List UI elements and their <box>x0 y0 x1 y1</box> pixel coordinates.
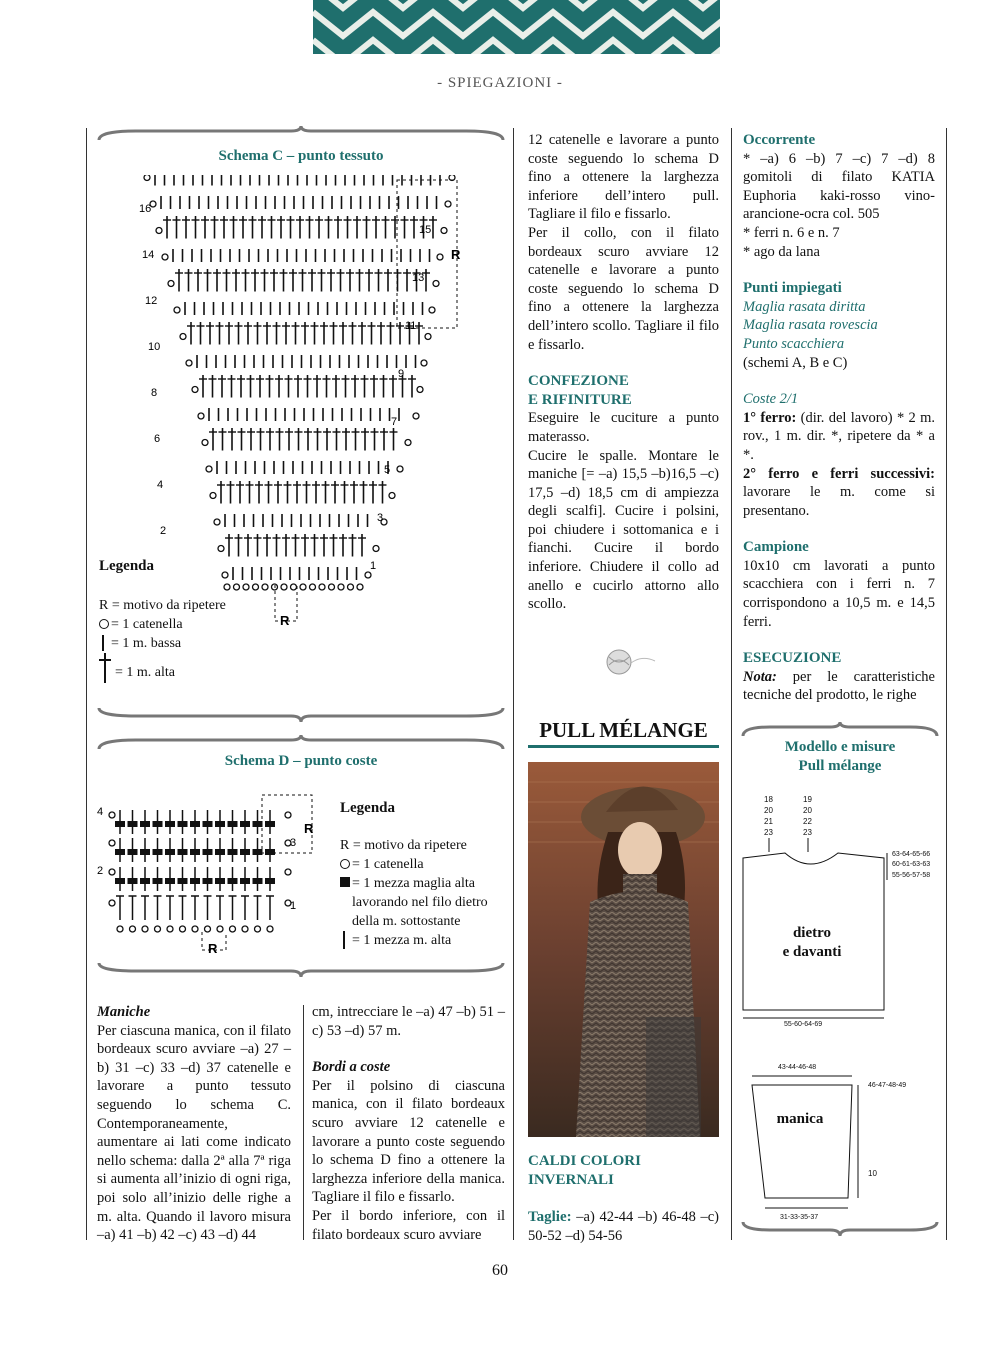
back-loop-stitch <box>128 821 138 827</box>
col4-text <box>743 131 935 705</box>
chain-stitch <box>243 584 249 590</box>
occorrente-title: Occorrente <box>743 132 816 148</box>
taglie <box>528 1208 719 1245</box>
confezione-text-2: Cucire le spalle. Montare le maniche [= –a) 15,5 –b)16,5 –c) 17,5 –d) 18,5 cm di ampiezza degli scalfi]. Cucire i polsini, poi chiudere i sottomanica e i fianchi. Cucire il bordo inferiore. Chiudere il collo ad anello e cucirlo attorno allo scollo. <box>528 447 719 613</box>
row-number: 12 <box>145 295 158 307</box>
size-num: 20 <box>803 806 812 815</box>
chain-stitch <box>255 926 261 932</box>
row-number: 16 <box>139 203 152 215</box>
schema-d-diagram <box>92 790 327 965</box>
back-loop-stitch <box>165 849 175 855</box>
chain-stitch <box>397 466 403 472</box>
chain-stitch <box>206 466 212 472</box>
nota-label: Nota: <box>743 668 777 685</box>
occorrente-item-1: * –a) 6 –b) 7 –c) 7 –d) 8 gomitoli di filato KATIA Euphoria kaki-rosso vino-arancione-ocra col. 505 <box>743 150 935 223</box>
row-number: 3 <box>377 512 384 524</box>
confezione-title-2: E RIFINITURE <box>528 391 632 408</box>
back-loop-stitch <box>215 878 225 884</box>
back-loop-stitch <box>165 878 175 884</box>
chain-stitch <box>109 869 115 875</box>
back-loop-stitch <box>228 849 238 855</box>
pull-title: PULL MÉLANGE <box>539 718 708 742</box>
back-loop-stitch <box>178 849 188 855</box>
back-loop-stitch <box>265 878 275 884</box>
back-loop-stitch <box>203 878 213 884</box>
chain-icon <box>99 619 109 629</box>
double-crochet-icon <box>104 653 106 683</box>
back-loop-stitch <box>240 849 250 855</box>
taglie-label: Taglie: <box>528 1209 572 1225</box>
campione-text: 10x10 cm lavorati a punto scacchiera con i ferri n. 7 corrispondono a 10,5 m. e 14,5 ferri. <box>743 557 935 630</box>
size-num: 22 <box>803 817 812 826</box>
size-num: 60-61-63-63 <box>892 861 931 868</box>
back-loop-stitch <box>153 821 163 827</box>
row-number: 6 <box>154 433 161 445</box>
coste-title: Coste 2/1 <box>743 391 799 408</box>
chain-stitch <box>168 281 174 287</box>
chain-stitch <box>222 572 228 578</box>
size-num: 21 <box>764 817 773 826</box>
column-rule <box>731 128 732 1240</box>
size-num: 43-44-46-48 <box>778 1064 817 1071</box>
schema-c-legend-title: Legenda <box>99 558 155 574</box>
size-num: 31-33-35-37 <box>780 1214 819 1221</box>
chain-stitch <box>348 584 354 590</box>
chain-stitch <box>130 926 136 932</box>
size-num: 46-47-48-49 <box>868 1082 907 1089</box>
back-loop-stitch <box>253 878 263 884</box>
back-loop-stitch <box>153 878 163 884</box>
schema-c-diagram <box>135 175 475 635</box>
chain-stitch <box>198 413 204 419</box>
size-num: 55-60-64-69 <box>784 1021 823 1028</box>
legend-item-back-loop: = 1 mezza maglia alta lavorando nel filo dietro della m. sottostante <box>352 876 488 929</box>
chain-stitch <box>156 228 162 234</box>
punti-title: Punti impiegati <box>743 280 842 297</box>
chain-stitch <box>285 812 291 818</box>
chain-stitch <box>180 334 186 340</box>
maniche-title: Maniche <box>97 1004 151 1020</box>
modello-title-2: Pull mélange <box>798 758 882 774</box>
back-loop-hdc-icon <box>340 877 350 887</box>
size-diagram <box>740 790 940 1230</box>
chain-stitch <box>405 440 411 446</box>
row-number: 1 <box>290 900 297 912</box>
chain-stitch <box>202 440 208 446</box>
bordi-section <box>312 1003 505 1244</box>
size-num: 23 <box>764 828 773 837</box>
back-loop-stitch <box>240 878 250 884</box>
schema-c-legend <box>99 596 226 682</box>
back-loop-stitch <box>215 821 225 827</box>
row-number: 4 <box>157 479 164 491</box>
modello-title <box>740 738 940 776</box>
chain-stitch <box>429 307 435 313</box>
back-loop-stitch <box>128 849 138 855</box>
chain-stitch <box>267 926 273 932</box>
size-num: 23 <box>803 828 812 837</box>
coste-row-1-label: 1° ferro: <box>743 409 797 426</box>
back-loop-stitch <box>153 849 163 855</box>
punti-item-3: Punto scacchiera <box>743 335 845 352</box>
chain-stitch <box>217 926 223 932</box>
chain-stitch <box>214 519 220 525</box>
single-crochet-icon <box>102 635 104 651</box>
chain-stitch <box>285 869 291 875</box>
chain-stitch <box>421 360 427 366</box>
back-loop-stitch <box>140 849 150 855</box>
row-number: 7 <box>391 416 398 428</box>
col3-text <box>528 131 719 614</box>
size-num: 19 <box>803 795 812 804</box>
chain-stitch <box>445 201 451 207</box>
back-loop-stitch <box>115 849 125 855</box>
coste-row-2-label: 2° ferro e ferri successivi: <box>743 465 935 482</box>
caldi-title-2: INVERNALI <box>528 1171 614 1188</box>
back-loop-stitch <box>178 878 188 884</box>
back-loop-stitch <box>190 849 200 855</box>
column-rule <box>86 128 87 1240</box>
repeat-label: R <box>280 613 290 628</box>
chain-stitch <box>230 926 236 932</box>
coste-row-2-text: lavorare le m. come si presentano. <box>743 484 935 519</box>
coste-row-2 <box>743 465 935 521</box>
punti-item-2: Maglia rasata rovescia <box>743 317 878 334</box>
row-number: 14 <box>142 249 155 261</box>
bordi-text-3: 12 catenelle e lavorare a punto coste seguendo lo schema D fino a ottenere la larghezza inferiore dell’intero pull. Tagliare il filo e fissarlo. <box>528 132 719 223</box>
chain-stitch <box>155 926 161 932</box>
chain-stitch <box>109 812 115 818</box>
chain-stitch <box>109 900 115 906</box>
modello-title-1: Modello e misure <box>784 739 896 755</box>
punti-item-4: (schemi A, B e C) <box>743 354 848 371</box>
repeat-label: R <box>304 821 314 836</box>
back-loop-stitch <box>265 821 275 827</box>
chain-stitch <box>413 413 419 419</box>
back-loop-stitch <box>203 849 213 855</box>
repeat-label: R <box>451 247 461 262</box>
schema-d-legend <box>340 836 505 950</box>
back-loop-stitch <box>228 821 238 827</box>
maniche-section <box>97 1003 291 1245</box>
chain-stitch <box>425 334 431 340</box>
campione-title: Campione <box>743 539 809 556</box>
chain-stitch <box>142 926 148 932</box>
bordi-title: Bordi a coste <box>312 1059 391 1076</box>
back-loop-stitch <box>253 821 263 827</box>
row-number: 15 <box>419 224 432 236</box>
back-loop-stitch <box>115 821 125 827</box>
chain-stitch <box>437 254 443 260</box>
title-rule <box>528 745 719 748</box>
chain-stitch <box>373 546 379 552</box>
hdc-icon <box>343 931 345 949</box>
legend-item-repeat: R = motivo da ripetere <box>340 838 467 853</box>
chain-stitch <box>389 493 395 499</box>
caldi-title <box>528 1152 719 1189</box>
back-loop-stitch <box>215 849 225 855</box>
chain-stitch <box>234 584 240 590</box>
legend-item-chain: = 1 catenella <box>111 617 183 632</box>
coste-row-1 <box>743 409 935 465</box>
chain-stitch <box>192 387 198 393</box>
chain-stitch <box>210 493 216 499</box>
chain-stitch <box>310 584 316 590</box>
yarn-ball-icon <box>597 647 657 677</box>
chain-stitch <box>319 584 325 590</box>
caldi-title-1: CALDI COLORI <box>528 1153 641 1169</box>
legend-item-chain: = 1 catenella <box>352 857 424 872</box>
schema-d-legend-title: Legenda <box>340 800 396 816</box>
chain-stitch <box>218 546 224 552</box>
legend-item-repeat: R = motivo da ripetere <box>99 598 226 613</box>
punti-item-1: Maglia rasata diritta <box>743 298 866 315</box>
row-number: 8 <box>151 387 158 399</box>
occorrente-item-3: * ago da lana <box>743 243 820 260</box>
chain-stitch <box>109 840 115 846</box>
chain-stitch <box>186 360 192 366</box>
legend-item-hdc: = 1 mezza m. alta <box>352 933 452 948</box>
occorrente-item-2: * ferri n. 6 e n. 7 <box>743 224 840 241</box>
column-rule <box>946 128 947 1240</box>
size-num: 20 <box>764 806 773 815</box>
esecuzione-title: ESECUZIONE <box>743 650 842 667</box>
chain-stitch <box>300 584 306 590</box>
chain-stitch <box>192 926 198 932</box>
back-loop-stitch <box>140 821 150 827</box>
body-label-1: dietro <box>792 925 832 941</box>
chain-stitch <box>174 307 180 313</box>
header-knit-pattern <box>313 0 720 54</box>
size-num: 10 <box>868 1169 877 1178</box>
chain-stitch <box>433 281 439 287</box>
back-loop-stitch <box>265 849 275 855</box>
chain-stitch <box>329 584 335 590</box>
back-loop-stitch <box>240 821 250 827</box>
repeat-label: R <box>208 941 218 956</box>
model-photo <box>528 762 719 1137</box>
chain-stitch <box>262 584 268 590</box>
page-number: 60 <box>492 1262 508 1279</box>
column-rule <box>513 128 514 1240</box>
back-loop-stitch <box>203 821 213 827</box>
bordi-text-1: Per il polsino di ciascuna manica, con il filato bordeaux scuro avviare 12 catenelle e lavorare a punto coste seguendo lo schema D fino a ottenere la larghezza inferiore della manica. Tagliare il filo e fissarlo. <box>312 1077 505 1206</box>
chain-stitch <box>162 254 168 260</box>
maniche-cont-text: cm, intrecciare le –a) 47 –b) 51 –c) 53 –d) 57 m. <box>312 1004 505 1039</box>
row-number: 13 <box>412 272 425 284</box>
maniche-text: Per ciascuna manica, con il filato bordeaux scuro avviare –a) 27 –b) 31 –c) 33 –d) 37 catenelle e lavorare a punto tessuto seguendo lo schema C. Contemporaneamente, aumentare ai lati come indicato nello schema: dalla 2ª alla 7ª riga si aumenta all’inizio di ogni riga, poi solo all’inizio delle righe a m. alta. Quando il lavoro misura –a) 41 –b) 42 –c) 43 –d) 44 <box>97 1022 291 1244</box>
back-loop-stitch <box>165 821 175 827</box>
size-num: 55-56-57-58 <box>892 872 931 879</box>
row-number: 2 <box>97 865 104 877</box>
chain-icon <box>340 859 350 869</box>
column-rule <box>303 1005 304 1240</box>
chain-stitch <box>441 228 447 234</box>
chain-stitch <box>224 584 230 590</box>
chain-stitch <box>180 926 186 932</box>
chain-stitch <box>144 175 150 181</box>
taglie-text: –a) 42-44 –b) 46-48 –c) 50-52 –d) 54-56 <box>528 1209 719 1244</box>
chain-stitch <box>242 926 248 932</box>
row-number: 11 <box>405 320 417 332</box>
chain-stitch <box>365 572 371 578</box>
row-number: 1 <box>370 560 377 572</box>
chain-stitch <box>357 584 363 590</box>
chain-stitch <box>117 926 123 932</box>
row-number: 2 <box>160 525 167 537</box>
coste-row-1-text: (dir. del lavoro) * 2 m. rov., 1 m. dir. *, ripetere da * a *. <box>743 409 935 463</box>
chain-stitch <box>281 584 287 590</box>
chain-stitch <box>291 584 297 590</box>
back-loop-stitch <box>228 878 238 884</box>
bordi-text-2: Per il bordo inferiore, con il filato bordeaux scuro avviare <box>312 1207 505 1243</box>
back-loop-stitch <box>190 878 200 884</box>
schema-d-title: Schema D – punto coste <box>224 753 378 769</box>
chain-stitch <box>417 387 423 393</box>
collo-text: Per il collo, con il filato bordeaux scuro avviare 12 catenelle e lavorare a punto coste seguendo lo schema D fino a ottenere la larghezza dell’intero scollo. Tagliare il filo e fissarlo. <box>528 224 719 353</box>
schema-c-title: Schema C – punto tessuto <box>218 148 384 164</box>
back-loop-stitch <box>178 821 188 827</box>
back-loop-stitch <box>253 849 263 855</box>
body-label-2: e davanti <box>782 944 842 960</box>
chain-stitch <box>253 584 259 590</box>
size-num: 18 <box>764 795 773 804</box>
confezione-text-1: Eseguire le cuciture a punto materasso. <box>528 410 719 445</box>
nota-text: per le caratteristiche tecniche del prodotto, le righe <box>743 668 935 704</box>
section-title: - SPIEGAZIONI - <box>437 75 563 91</box>
back-loop-stitch <box>128 878 138 884</box>
row-number: 10 <box>148 341 161 353</box>
legend-item-single: = 1 m. bassa <box>111 636 182 651</box>
row-number: 5 <box>384 464 391 476</box>
back-loop-stitch <box>190 821 200 827</box>
chain-stitch <box>205 926 211 932</box>
chain-stitch <box>167 926 173 932</box>
back-loop-stitch <box>115 878 125 884</box>
row-number: 4 <box>97 806 104 818</box>
sleeve-label: manica <box>776 1111 824 1127</box>
legend-item-double: = 1 m. alta <box>115 665 175 680</box>
row-number: 3 <box>290 837 297 849</box>
back-loop-stitch <box>140 878 150 884</box>
confezione-title-1: CONFEZIONE <box>528 373 629 390</box>
size-num: 63-64-65-66 <box>892 851 931 858</box>
chain-stitch <box>338 584 344 590</box>
row-number: 9 <box>398 368 405 380</box>
